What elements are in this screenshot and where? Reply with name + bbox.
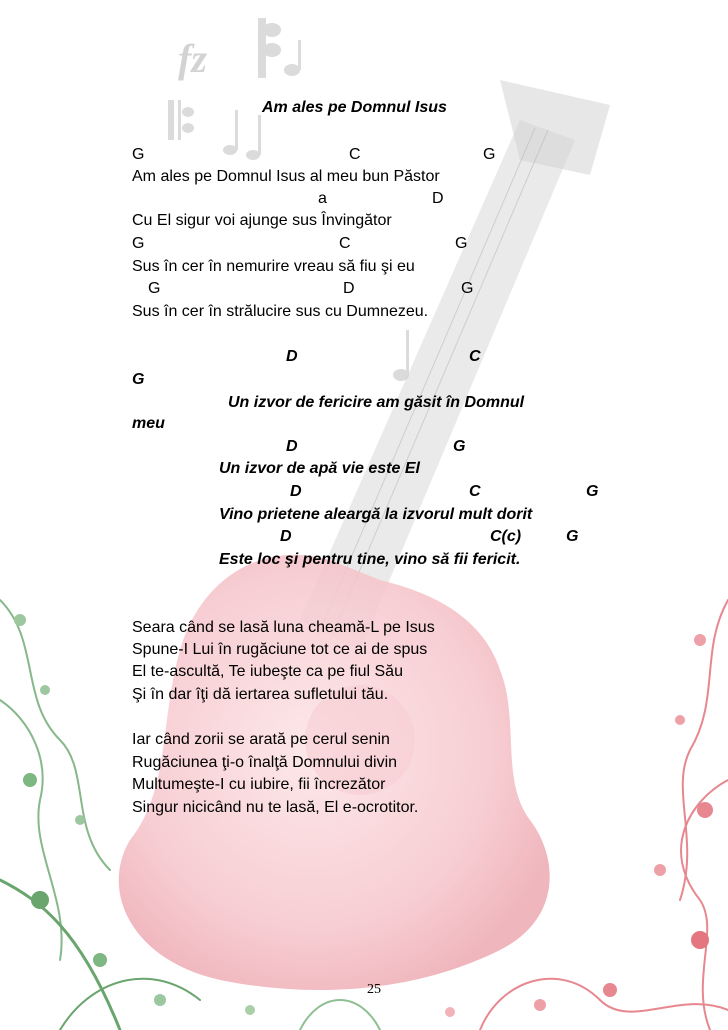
chord: C(c) [490,528,522,545]
lyric-line: Sus în cer în nemurire vreau să fiu şi eu [132,258,415,275]
chord: G [586,483,599,500]
page-number: 25 [367,982,381,997]
chord: G [148,280,161,297]
lyric-line: Am ales pe Domnul Isus al meu bun Păstor [132,168,440,185]
chord: G [566,528,579,545]
chord: a [318,190,327,207]
lyric-line: Sus în cer în strălucire sus cu Dumnezeu. [132,303,429,320]
lyric-line: Un izvor de apă vie este El [219,460,420,477]
music-notes-icon [168,18,409,381]
lyric-line: Un izvor de fericire am găsit în Domnul [228,394,525,411]
lyric-line: Şi în dar îţi dă iertarea sufletului tău. [132,686,389,703]
chord: G [461,280,474,297]
lyric-line: Rugăciunea ţi-o înalţă Domnului divin [132,754,398,771]
chord: G [132,235,145,252]
chord: G [453,438,466,455]
lyric-line: Multumeşte-I cu iubire, fii încrezător [132,776,386,793]
lyric-line: Este loc şi pentru tine, vino să fii fericit. [219,551,521,568]
chord: D [343,280,355,297]
lyric-line: Singur nicicând nu te lasă, El e-ocrotitor. [132,799,419,816]
chord: D [286,438,298,455]
chord: D [280,528,292,545]
lyric-line: Spune-I Lui în rugăciune tot ce ai de spus [132,641,428,658]
chord: C [469,348,481,365]
chord: G [483,146,496,163]
chord: D [290,483,302,500]
lyric-line: Seara când se lasă luna cheamă-L pe Isus [132,619,435,636]
chord: C [469,483,481,500]
chord: C [339,235,351,252]
svg-text:fz: fz [178,36,207,81]
chord: D [432,190,444,207]
song-title: Am ales pe Domnul Isus [262,99,447,116]
lyric-line: Cu El sigur voi ajunge sus Învingător [132,212,392,229]
lyric-line: meu [132,415,165,432]
chord: D [286,348,298,365]
lyric-line: Vino prietene aleargă la izvorul mult dorit [219,506,533,523]
chord: G [455,235,468,252]
chord: G [132,371,145,388]
chord: C [349,146,361,163]
lyric-line: Iar când zorii se arată pe cerul senin [132,731,390,748]
lyric-line: El te-ascultă, Te iubeşte ca pe fiul Său [132,663,403,680]
chord: G [132,146,145,163]
